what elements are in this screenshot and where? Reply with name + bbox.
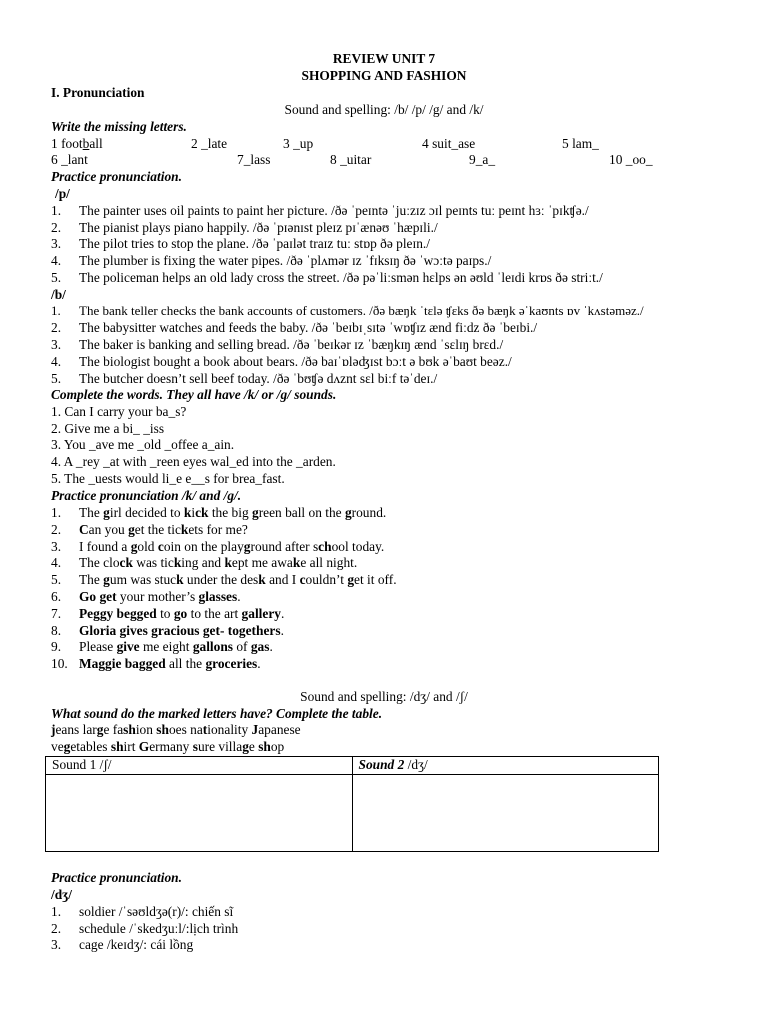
marked-letters: g <box>103 572 110 588</box>
complete-word-item: 3. You _ave me _old _offee a_ain. <box>51 437 235 452</box>
plain-text: the big <box>208 505 252 520</box>
plain-text: um was stuc <box>109 572 177 588</box>
list-number: 2. <box>51 320 62 335</box>
marked-letters: g <box>63 739 71 754</box>
complete-words-heading: Complete the words. They all have /k/ or /g/ sounds. <box>51 387 337 402</box>
marked-letters: go <box>173 605 188 621</box>
practice-dz-heading: Practice pronunciation. <box>51 870 182 885</box>
plain-text: ept me awa <box>231 555 293 571</box>
list-number: 1. <box>51 303 61 318</box>
plain-text: oes na <box>168 722 203 737</box>
marked-letters: give <box>116 639 140 655</box>
marked-letters: g <box>128 521 135 537</box>
marked-letters: glasses <box>198 589 238 604</box>
item-word-part: all <box>89 136 103 151</box>
sound-label-p: /p/ <box>55 186 70 201</box>
p-sentence <box>51 270 603 287</box>
list-number: 6. <box>51 589 62 604</box>
practice-pronunciation-heading: Practice pronunciation. <box>51 169 182 184</box>
plain-text: irl decided to <box>109 505 184 520</box>
sound-1-answer-cell[interactable] <box>46 774 353 851</box>
marked-letters: g <box>242 739 249 754</box>
plain-text: ouldn’t <box>305 572 348 588</box>
item-word: lam_ <box>572 136 599 151</box>
missing-letter-item <box>562 136 599 153</box>
marked-letters: G <box>138 739 150 754</box>
marked-letters: C <box>79 521 89 537</box>
plain-text: was tic <box>132 555 174 571</box>
list-number: 5. <box>51 270 62 285</box>
item-number: 5 <box>562 136 569 151</box>
missing-letter-item <box>330 152 371 169</box>
list-number: 1. <box>51 203 62 218</box>
missing-letter-item <box>283 136 313 153</box>
marked-letters: sh <box>123 722 136 737</box>
marked-letters: j <box>51 722 56 737</box>
marked-words-line-2 <box>51 739 284 756</box>
plain-text: eans lar <box>55 722 97 737</box>
b-sentence <box>51 354 512 371</box>
sentence-text: The policeman helps an old lady cross the street. /ðə pəˈliːsmən hɛlps ən əʊld ˈleɪdi krɒs ðə striːt./ <box>79 270 603 285</box>
item-number: 3 <box>283 136 290 151</box>
missing-letter-item <box>237 152 271 169</box>
plain-text: . <box>269 639 273 655</box>
sentence-text: The painter uses oil paints to paint her picture. /ðə ˈpeɪntə ˈjuːzɪz ɔɪl peɪnts tuː peɪnt hɜː ˈpɪkʧə./ <box>79 203 589 218</box>
sound-table <box>45 756 659 852</box>
complete-word-item: 4. A _rey _at with _reen eyes wal_ed into the _arden. <box>51 454 336 469</box>
plain-text: of <box>233 639 251 655</box>
missing-letter-item <box>469 152 495 169</box>
list-number: 9. <box>51 639 62 655</box>
instruction-missing-letters: Write the missing letters. <box>51 119 187 134</box>
b-sentence <box>51 320 537 337</box>
plain-text: The <box>79 572 104 588</box>
p-sentence <box>51 253 491 270</box>
plain-text: to the art <box>187 605 242 621</box>
sound-2-header <box>352 757 659 775</box>
item-underlined-letter: b <box>82 136 90 151</box>
plain-text: reen ball on the <box>258 505 345 520</box>
kg-sentence <box>51 639 273 656</box>
plain-text: and I <box>265 572 300 588</box>
sound-2-symbol: /dʒ/ <box>404 757 428 772</box>
kg-sentence <box>51 522 248 539</box>
missing-letter-item <box>51 152 88 169</box>
marked-letters: gas <box>250 639 270 655</box>
marked-letters: gallery <box>241 605 281 621</box>
list-number: 2. <box>51 521 62 537</box>
sentence-text: The butcher doesn’t sell beef today. /ðə ˈbʊʧə dʌznt sɛl biːf təˈdeɪ./ <box>79 371 438 386</box>
marked-letters: c <box>299 572 306 588</box>
complete-word-item: 2. Give me a bi_ _iss <box>51 421 165 436</box>
list-number: 7. <box>51 605 62 621</box>
marked-letters: Peggy begged <box>79 605 157 621</box>
plain-text: to <box>156 605 174 621</box>
item-word: _oo_ <box>625 152 653 167</box>
kg-sentence <box>51 606 284 623</box>
list-number: 1. <box>51 505 62 520</box>
plain-text: e fa <box>103 722 124 737</box>
instruction-complete-table: What sound do the marked letters have? Complete the table. <box>51 706 383 721</box>
marked-letters: g <box>96 722 104 737</box>
marked-letters: k <box>258 572 266 588</box>
list-number: 3. <box>51 538 62 554</box>
item-number: 8 <box>330 152 337 167</box>
marked-letters: sh <box>110 739 124 754</box>
plain-text: . <box>280 605 285 621</box>
title-line-1: REVIEW UNIT 7 <box>332 51 436 66</box>
list-number: 8. <box>51 622 62 638</box>
missing-letter-item <box>191 136 227 153</box>
plain-text: . <box>237 589 241 604</box>
plain-text: ve <box>51 739 64 754</box>
item-number: 7 <box>237 152 244 167</box>
item-number: 4 <box>422 136 429 151</box>
sound-table-header-row <box>46 757 659 775</box>
item-word: _lass <box>243 152 271 167</box>
sentence-text: The pilot tries to stop the plane. /ðə ˈpaɪlət traɪz tuː stɒp ðə pleɪn./ <box>79 236 430 251</box>
kg-sentence <box>51 505 386 522</box>
marked-letters: groceries <box>205 656 258 672</box>
plain-text: apanese <box>258 722 301 737</box>
kg-sentence <box>51 555 357 572</box>
plain-text: . <box>280 622 284 638</box>
practice-kg-heading: Practice pronunciation /k/ and /g/. <box>51 488 242 503</box>
item-number: 6 <box>51 152 58 167</box>
list-number: 1. <box>51 904 62 919</box>
dz-word <box>51 921 238 938</box>
item-word: _a_ <box>475 152 496 167</box>
sound-2-answer-cell[interactable] <box>352 774 659 851</box>
sound-2-label: Sound 2 <box>358 757 405 772</box>
plain-text: e all night. <box>300 555 358 571</box>
sound-label-dz: /dʒ/ <box>51 887 73 902</box>
plain-text: oin on the play <box>163 538 244 554</box>
plain-text: round after s <box>250 538 319 554</box>
b-sentence <box>51 303 644 320</box>
marked-letters: gallons <box>192 639 233 655</box>
marked-letters: g <box>344 505 352 520</box>
plain-text: ing and <box>181 555 225 571</box>
plain-text: i <box>191 505 196 520</box>
marked-letters: g <box>243 538 251 554</box>
marked-letters: Go get <box>79 589 117 604</box>
marked-letters: k <box>176 572 184 588</box>
plain-text: under the des <box>183 572 259 588</box>
plain-text: ool today. <box>331 538 385 554</box>
marked-letters: J <box>251 722 259 737</box>
marked-letters: g <box>347 572 355 588</box>
marked-letters: ck <box>195 505 209 520</box>
marked-letters: k <box>224 555 232 571</box>
p-sentence <box>51 236 430 253</box>
item-number: 10 <box>609 152 623 167</box>
dz-word-text: cage /keɪdʒ/: cái lồng <box>79 937 194 952</box>
subtitle-b-p-g-k: Sound and spelling: /b/ /p/ /g/ and /k/ <box>284 102 484 117</box>
sentence-text: The babysitter watches and feeds the baby. /ðə ˈbeɪbɪˌsɪtə ˈwɒʧɪz ænd fiːdz ðə ˈbeɪbi./ <box>79 320 538 335</box>
plain-text: irt <box>123 739 139 754</box>
marked-letters: sh <box>258 739 271 754</box>
item-number: 9 <box>469 152 476 167</box>
kg-sentence <box>51 589 241 606</box>
missing-letter-item <box>609 152 653 169</box>
plain-text: ets for me? <box>188 521 248 537</box>
dz-word-text: soldier /ˈsəʊldʒə(r)/: chiến sĩ <box>79 904 234 919</box>
item-number: 2 <box>191 136 198 151</box>
list-number: 4. <box>51 555 62 571</box>
kg-sentence <box>51 623 284 640</box>
plain-text: . <box>257 656 261 672</box>
plain-text: ermany <box>149 739 193 754</box>
plain-text: all the <box>165 656 206 672</box>
marked-letters: t <box>202 722 208 737</box>
plain-text: op <box>270 739 285 754</box>
plain-text: old <box>137 538 158 554</box>
marked-letters: Gloria gives gracious get- togethers <box>79 622 281 638</box>
marked-letters: c <box>157 538 164 554</box>
dz-word <box>51 937 193 954</box>
plain-text: et it off. <box>354 572 397 588</box>
marked-letters: g <box>251 505 259 520</box>
subtitle-dz-sh: Sound and spelling: /dʒ/ and /ʃ/ <box>300 689 468 704</box>
plain-text: an you <box>88 521 129 537</box>
plain-text: your mother’s <box>116 589 199 604</box>
dz-word <box>51 904 233 921</box>
item-word: suit_ase <box>432 136 476 151</box>
plain-text: e <box>248 739 259 754</box>
kg-sentence <box>51 656 261 673</box>
b-sentence <box>51 337 503 354</box>
marked-letters: ck <box>119 555 133 571</box>
marked-letters: s <box>192 739 198 754</box>
sound-1-label: Sound 1 <box>52 757 97 772</box>
sound-1-symbol: /ʃ/ <box>96 757 112 772</box>
p-sentence <box>51 203 589 220</box>
complete-word-item: 1. Can I carry your ba_s? <box>51 404 187 419</box>
list-number: 2. <box>51 220 62 235</box>
marked-letters: g <box>130 538 138 554</box>
marked-words-line-1 <box>51 722 301 739</box>
plain-text: ionality <box>207 722 252 737</box>
list-number: 5. <box>51 572 62 588</box>
item-word: _up <box>293 136 314 151</box>
plain-text: The <box>79 505 104 520</box>
kg-sentence <box>51 539 384 556</box>
sound-label-b: /b/ <box>51 287 66 302</box>
marked-letters: Maggie bagged <box>79 656 166 672</box>
complete-word-item: 5. The _uests would li_e e__s for brea_fast. <box>51 471 285 486</box>
list-number: 3. <box>51 337 62 352</box>
marked-letters: sh <box>156 722 169 737</box>
dz-word-text: schedule /ˈskedʒuːl/:lịch trình <box>79 921 239 936</box>
plain-text: ure villa <box>197 739 243 754</box>
missing-letter-item <box>51 136 103 153</box>
sentence-text: The biologist bought a book about bears. /ðə baɪˈɒləʤɪst bɔːt ə bʊk əˈbaʊt beəz./ <box>79 354 512 369</box>
plain-text: ion <box>135 722 157 737</box>
item-word: _uitar <box>340 152 372 167</box>
list-number: 3. <box>51 937 62 952</box>
missing-letter-item <box>422 136 475 153</box>
sentence-text: The pianist plays piano happily. /ðə ˈpɪənɪst pleɪz pɪˈænəʊ ˈhæpɪli./ <box>79 220 438 235</box>
list-number: 2. <box>51 921 62 936</box>
marked-letters: ch <box>318 538 332 554</box>
item-number: 1 <box>51 136 58 151</box>
list-number: 3. <box>51 236 62 251</box>
item-word: _lant <box>61 152 88 167</box>
title-line-2: SHOPPING AND FASHION <box>301 68 467 83</box>
plain-text: The clo <box>79 555 120 571</box>
marked-letters: k <box>292 555 301 571</box>
plain-text: Please <box>79 639 117 655</box>
list-number: 4. <box>51 354 62 369</box>
sound-1-header <box>46 757 353 775</box>
sentence-text: The bank teller checks the bank accounts of customers. /ðə bæŋk ˈtɛlə ʧɛks ðə bæŋk əˈkaʊnts ɒv ˈkʌstəməz./ <box>79 303 644 318</box>
marked-letters: k <box>173 555 182 571</box>
list-number: 5. <box>51 371 62 386</box>
plain-text: round. <box>351 505 387 520</box>
plain-text: et the tic <box>134 521 181 537</box>
plain-text: etables <box>70 739 111 754</box>
list-number: 10. <box>51 656 68 672</box>
plain-text: I found a <box>79 538 131 554</box>
marked-letters: k <box>180 521 189 537</box>
kg-sentence <box>51 572 397 589</box>
plain-text: me eight <box>139 639 193 655</box>
section-heading-pronunciation: I. Pronunciation <box>51 85 145 100</box>
item-word-part: foot <box>61 136 83 151</box>
sentence-text: The plumber is fixing the water pipes. /ðə ˈplʌmər ɪz ˈfɪksɪŋ ðə ˈwɔːtə paɪps./ <box>79 253 492 268</box>
marked-letters: k <box>183 505 192 520</box>
b-sentence <box>51 371 437 388</box>
marked-letters: g <box>103 505 110 520</box>
list-number: 4. <box>51 253 62 268</box>
p-sentence <box>51 220 438 237</box>
sound-table-answer-row <box>46 774 659 851</box>
sentence-text: The baker is banking and selling bread. /ðə ˈbeɪkər ɪz ˈbæŋkɪŋ ænd ˈsɛlɪŋ brɛd./ <box>79 337 504 352</box>
item-word: _late <box>201 136 228 151</box>
